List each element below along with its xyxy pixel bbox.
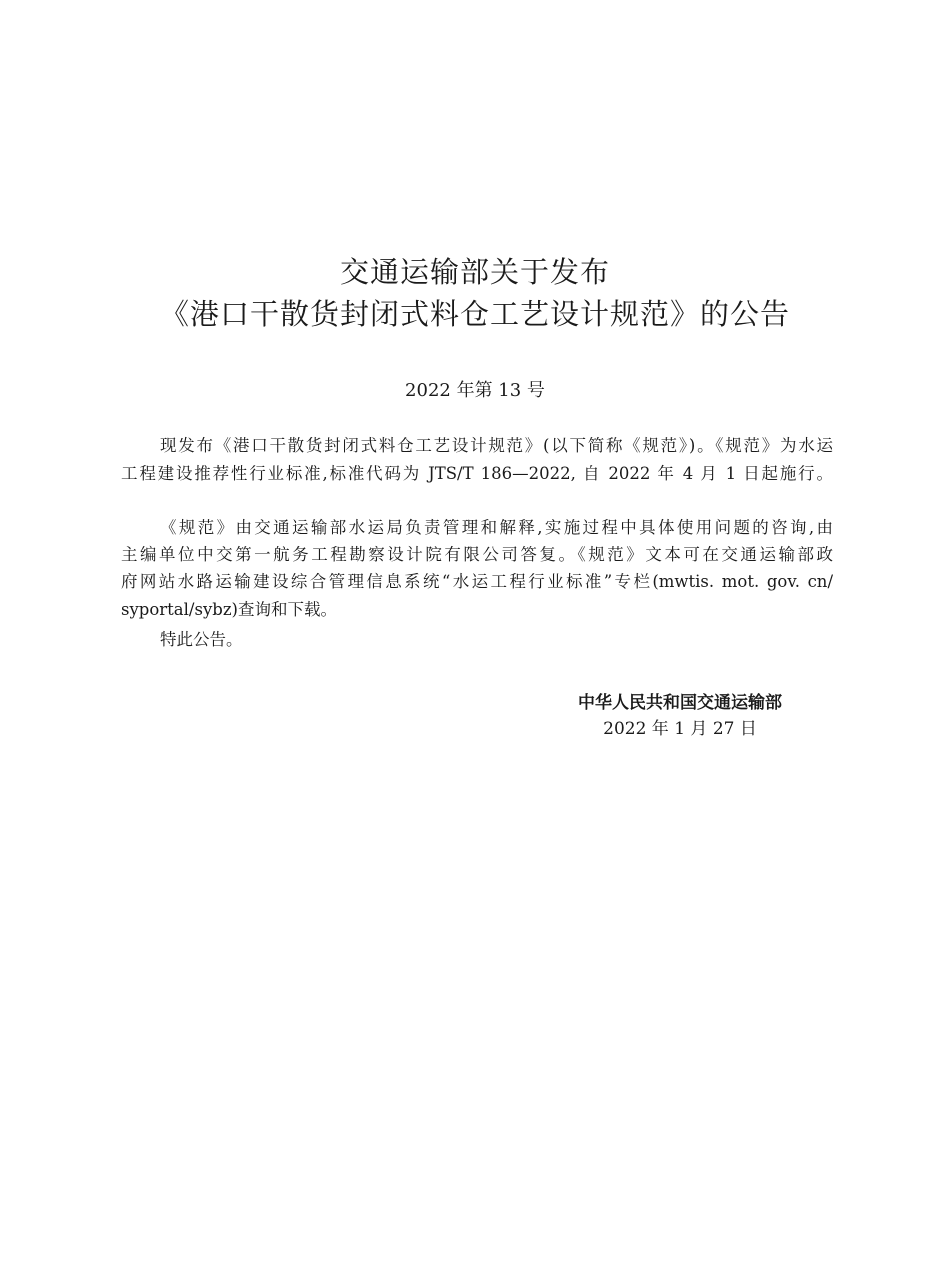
- issuer: 中华人民共和国交通运输部: [578, 693, 782, 713]
- body-line-6: syportal/sybz)查询和下载。: [121, 600, 337, 619]
- body-line-7: 特此公告。: [160, 630, 243, 649]
- body-line-1: 现发布《港口干散货封闭式料仓工艺设计规范》(以下简称《规范》)。《规范》为水运: [160, 436, 833, 455]
- document-number: 2022 年第 13 号: [405, 380, 545, 401]
- title-line-1: 交通运输部关于发布: [339, 255, 610, 289]
- body-line-2: 工程建设推荐性行业标准,标准代码为 JTS/T 186—2022, 自 2022 年 4 月 1 日起施行。: [121, 464, 833, 483]
- body-line-4: 主编单位中交第一航务工程勘察设计院有限公司答复。《规范》文本可在交通运输部政: [121, 545, 833, 564]
- issue-date: 2022 年 1 月 27 日: [603, 719, 757, 739]
- title-line-2: 《港口干散货封闭式料仓工艺设计规范》的公告: [159, 297, 790, 331]
- body-line-3: 《规范》由交通运输部水运局负责管理和解释,实施过程中具体使用问题的咨询,由: [160, 518, 833, 537]
- body-line-5: 府网站水路运输建设综合管理信息系统“水运工程行业标准”专栏(mwtis. mot. gov. cn/: [121, 572, 833, 591]
